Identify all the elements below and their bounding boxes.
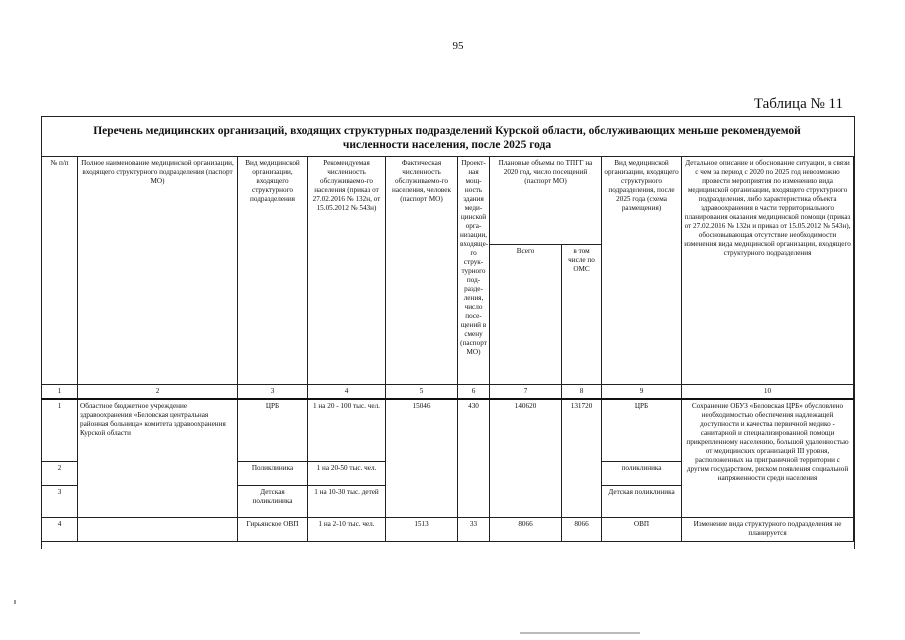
title-line-2: численности населения, после 2025 года xyxy=(342,139,552,151)
table-row xyxy=(42,399,854,461)
header-total: Всего xyxy=(490,245,562,385)
recommended-population: 1 на 2-10 тыс. чел. xyxy=(308,517,386,541)
design-capacity: 430 xyxy=(458,399,490,517)
header-actual: Фактическая численность обслуживаемо-го населения, человек (паспорт МО) xyxy=(386,157,458,385)
recommended-population: 1 на 10-30 тыс. детей xyxy=(308,485,386,517)
organization-name-cont xyxy=(78,517,238,541)
column-number: 5 xyxy=(386,385,458,400)
type-after-2025: Детская поликлиника xyxy=(602,485,682,517)
planned-oms: 131720 xyxy=(562,399,602,517)
header-planned-volumes: Плановые объемы по ТПГГ на 2020 год, число посещений (паспорт МО) xyxy=(490,157,602,245)
org-type: Детская поликлиника xyxy=(238,485,308,517)
table-label: Таблица № 11 xyxy=(753,96,843,112)
row-number: 2 xyxy=(42,461,78,485)
recommended-population: 1 на 20-50 тыс. чел. xyxy=(308,461,386,485)
column-number: 7 xyxy=(490,385,562,400)
column-number: 6 xyxy=(458,385,490,400)
actual-population: 1513 xyxy=(386,517,458,541)
header-recommended: Рекомендуемая численность обслуживаемо-го населения (приказ от 27.02.2016 № 132н, от 15.05.2012 № 543н) xyxy=(308,157,386,385)
column-number: 2 xyxy=(78,385,238,400)
org-type: Поликлиника xyxy=(238,461,308,485)
recommended-population: 1 на 20 - 100 тыс. чел. xyxy=(308,399,386,461)
column-number: 10 xyxy=(682,385,854,400)
org-type: ЦРБ xyxy=(238,399,308,461)
column-number: 4 xyxy=(308,385,386,400)
row-number: 4 xyxy=(42,517,78,541)
header-org-type: Вид медицинской организации, входящего структурного подразделения xyxy=(238,157,308,385)
column-number: 9 xyxy=(602,385,682,400)
footer-line xyxy=(520,632,640,634)
design-capacity: 33 xyxy=(458,517,490,541)
organization-name: Областное бюджетное учреждение здравоохранения «Беловская центральная районная больница» комитета здравоохранения Курской области xyxy=(78,399,238,517)
type-after-2025: ЦРБ xyxy=(602,399,682,461)
header-capacity: Проект-ная мощ-ность здания меди-цинской орга-низации, входяще-го струк-турного под-разде-ления, число посе-щений в смену (паспорт МО) xyxy=(458,157,490,385)
row-number: 1 xyxy=(42,399,78,461)
title-line-1: Перечень медицинских организаций, входящих структурных подразделений Курской области, обслуживающих меньше рекомендуемой xyxy=(93,125,801,137)
organizations-table xyxy=(41,156,854,542)
header-row xyxy=(42,157,854,245)
actual-population: 15046 xyxy=(386,399,458,517)
column-number: 1 xyxy=(42,385,78,400)
description: Изменение вида структурного подразделения не планируется xyxy=(682,517,854,541)
page-number: 95 xyxy=(452,40,464,52)
table-row xyxy=(42,517,854,541)
row-number: 3 xyxy=(42,485,78,517)
column-numbers-row xyxy=(42,385,854,400)
scan-mark xyxy=(14,600,16,604)
planned-total: 140620 xyxy=(490,399,562,517)
header-description: Детальное описание и обоснование ситуации, в связи с чем за период с 2020 по 2025 год невозможно провести мероприятия по изменению вида медицинской организации, входящего структурного подразделения, либо характеристика объекта здравоохранения в части территориального планирования оказания медицинской помощи (приказ от 27.02.2016 № 132н и приказ от 15.05.2012 № 543н), обосновывающая отсутствие необходимости изменения вида медицинской организации, входящего структурного подразделения xyxy=(682,157,854,385)
header-type-after-2025: Вид медицинской организации, входящего структурного подразделения, после 2025 года (схема размещения) xyxy=(602,157,682,385)
header-oms: в том числе по ОМС xyxy=(562,245,602,385)
type-after-2025: поликлиника xyxy=(602,461,682,485)
planned-oms: 8066 xyxy=(562,517,602,541)
org-type: Гирьянское ОВП xyxy=(238,517,308,541)
description: Сохранение ОБУЗ «Беловская ЦРБ» обусловлено необходимостью обеспечения надлежащей доступности и качества первичной медико - санитарной и специализированной помощи прикрепленному населению, большой удаленностью от медицинских организаций III уровня, расположенных на приграничной территории с другим государством, риском появления социальной напряженности среди населения xyxy=(682,399,854,517)
column-number: 3 xyxy=(238,385,308,400)
type-after-2025: ОВП xyxy=(602,517,682,541)
column-number: 8 xyxy=(562,385,602,400)
table-title xyxy=(41,124,853,152)
planned-total: 8066 xyxy=(490,517,562,541)
header-full-name: Полное наименование медицинской организации, входящего структурного подразделения (паспорт МО) xyxy=(78,157,238,385)
header-num: № п/п xyxy=(42,157,78,385)
